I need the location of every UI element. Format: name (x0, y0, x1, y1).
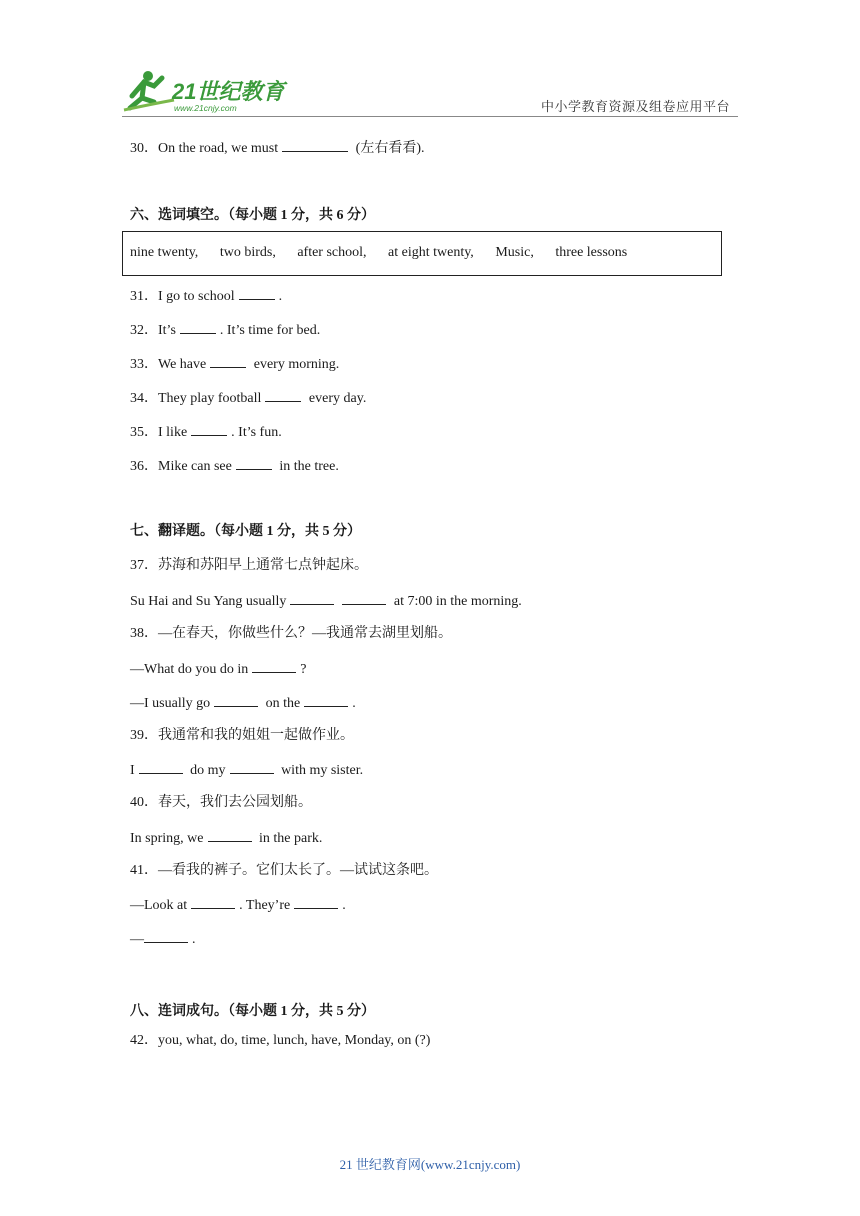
answer-blank[interactable] (304, 693, 348, 707)
question-32: 32．It’s . It’s time for bed. (130, 320, 320, 341)
answer-blank[interactable] (191, 895, 235, 909)
answer-blank[interactable] (208, 828, 252, 842)
logo-url: www.21cnjy.com (174, 103, 237, 113)
question-37-prompt: 37．苏海和苏阳早上通常七点钟起床。 (130, 558, 368, 573)
question-34: 34．They play football every day. (130, 388, 366, 409)
answer-blank[interactable] (230, 760, 274, 774)
answer-blank[interactable] (282, 138, 348, 152)
logo-text: 21世纪教育 (172, 79, 285, 104)
site-logo (122, 66, 292, 116)
question-31: 31．I go to school . (130, 286, 282, 307)
question-42: 42．you, what, do, time, lunch, have, Monday, on (?) (130, 1033, 431, 1048)
section-7-title: 七、翻译题。（每小题 1 分，共 5 分） (130, 524, 361, 539)
answer-blank[interactable] (252, 659, 296, 673)
word-option: after school, (297, 245, 367, 260)
header-tagline: 中小学教育资源及组卷应用平台 (540, 99, 730, 114)
word-option: at eight twenty, (388, 245, 474, 260)
answer-blank[interactable] (294, 895, 338, 909)
word-option: three lessons (555, 245, 628, 260)
question-37-answer: Su Hai and Su Yang usually at 7:00 in the morning. (130, 591, 522, 612)
answer-blank[interactable] (139, 760, 183, 774)
page-footer: 21 世纪教育网(www.21cnjy.com) (339, 1157, 521, 1172)
section-8-title: 八、连词成句。（每小题 1 分，共 5 分） (130, 1004, 375, 1019)
answer-blank[interactable] (144, 929, 188, 943)
answer-blank[interactable] (236, 456, 272, 470)
header-divider (122, 116, 738, 117)
question-40-answer: In spring, we in the park. (130, 828, 322, 849)
answer-blank[interactable] (290, 591, 334, 605)
section-6-title: 六、选词填空。（每小题 1 分，共 6 分） (130, 208, 375, 223)
question-41-line-2: — . (130, 929, 196, 950)
answer-blank[interactable] (239, 286, 275, 300)
question-41-line-1: —Look at . They’re . (130, 895, 346, 916)
running-figure-icon (124, 71, 174, 110)
question-38-prompt: 38．—在春天，你做些什么？—我通常去湖里划船。 (130, 626, 452, 641)
word-option: Music, (495, 245, 534, 260)
question-30: 30．On the road, we must (左右看看). (130, 138, 424, 159)
question-35: 35．I like . It’s fun. (130, 422, 282, 443)
question-39-answer: I do my with my sister. (130, 760, 363, 781)
answer-blank[interactable] (342, 591, 386, 605)
word-option: two birds, (219, 245, 276, 260)
word-bank (122, 231, 722, 276)
question-39-prompt: 39．我通常和我的姐姐一起做作业。 (130, 728, 354, 743)
question-40-prompt: 40．春天，我们去公园划船。 (130, 795, 312, 810)
answer-blank[interactable] (180, 320, 216, 334)
question-36: 36．Mike can see in the tree. (130, 456, 339, 477)
answer-blank[interactable] (214, 693, 258, 707)
answer-blank[interactable] (265, 388, 301, 402)
question-38-line-2: —I usually go on the . (130, 693, 356, 714)
answer-blank[interactable] (191, 422, 227, 436)
answer-blank[interactable] (210, 354, 246, 368)
word-option: nine twenty, (130, 245, 199, 260)
question-38-line-1: —What do you do in ? (130, 659, 306, 680)
question-41-prompt: 41．—看我的裤子。它们太长了。—试试这条吧。 (130, 863, 438, 878)
question-33: 33．We have every morning. (130, 354, 339, 375)
